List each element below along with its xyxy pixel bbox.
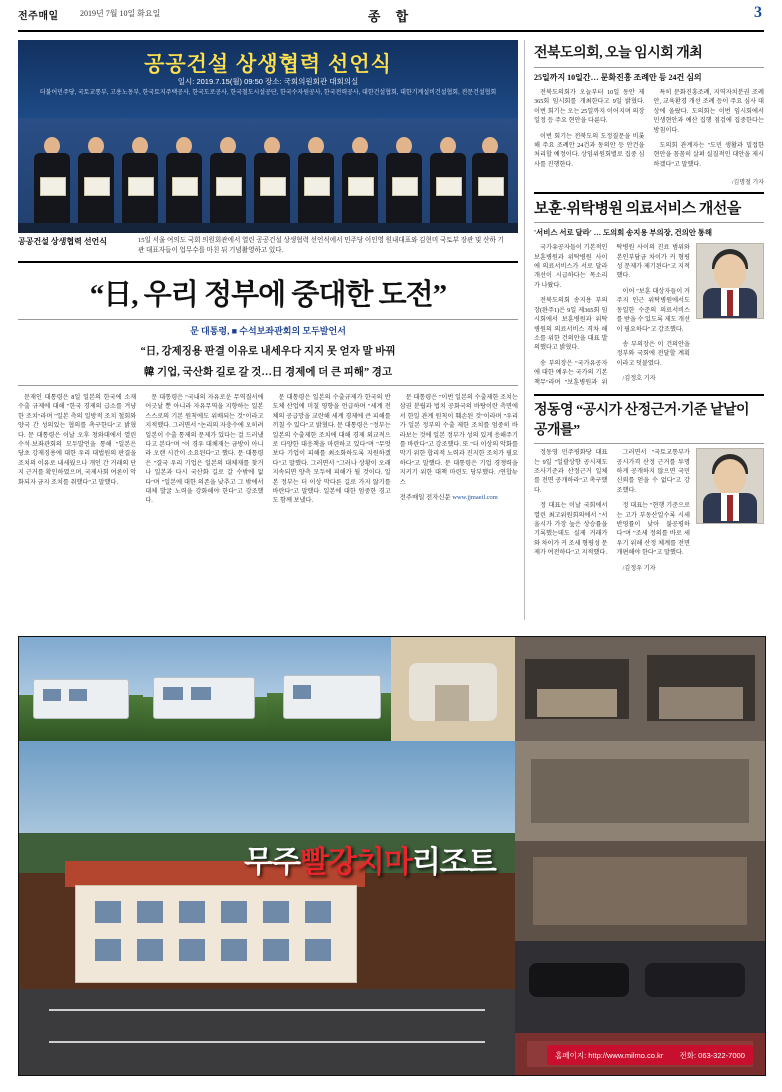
- ad-photo-caravan-2: [143, 637, 267, 741]
- ad-brand-highlight: 빨강치마: [299, 846, 412, 879]
- ad-photo-caravan-3: [267, 637, 391, 741]
- section-title: 종 합: [367, 9, 415, 24]
- article1-byline: /김명철 기자: [731, 180, 764, 187]
- ad-photo-caravan-1: [19, 637, 143, 741]
- photo-banner-title: 공공건설 상생협력 선언식: [144, 53, 392, 76]
- lead-deck-line1: “日, 강제징용 판결 이유로 내세우다 지지 못 얻자 말 바꿔: [140, 346, 396, 357]
- photo-banner-subtitle: 일시: 2019.7.15(월) 09:50 장소: 국회의원회관 대회의실: [177, 77, 359, 86]
- ad-homepage[interactable]: 홈페이지: http://www.milmo.co.kr: [555, 1050, 664, 1060]
- rule-a2-top: [534, 192, 764, 194]
- lead-headline: “日, 우리 정부에 중대한 도전”: [89, 279, 447, 311]
- article1-title[interactable]: 전북도의회, 오늘 임시회 개최: [534, 46, 703, 61]
- rule-headline: [18, 319, 518, 320]
- ad-photo-main-resort: [19, 741, 515, 1075]
- ad-brand-line: 무주: [244, 846, 300, 879]
- masthead: [18, 6, 764, 32]
- body-column-2: 문 대통령은 "국내의 자유로운 무역질서에 어긋날 뿐 아니라 자유무역을 지향하는 일본 스스로의 기본 원칙에도 위배되는 것"이라고 지적했다. 그러면서 "논리의 자충수에 오히려 일본이 수출 통제의 문제가 있다는 걸 드러냈다고 본다"며 "이 경우 대체재는 금방이 아니라 오랜 시간이 소요된다"고 했다. 문 대통령은 "결국 우리 기업은 일본의 대체재를 찾거나 일본과 다시 국산화 길로 갈 수밖에 없다"며 "일본에 대한 의존을 낮추고 그 밖에서 대체 발굴 노력을 강화해야 한다"고 강조했다.: [145, 394, 264, 505]
- paper-contact: [400, 493, 518, 502]
- ad-photo-lounge: [515, 841, 765, 941]
- article1-body: 전북도의회가 오늘부터 10일 동안 제365회 임시회를 개최한다고 9일 밝혔다. 이번 회기는 오는 25일까지 이어지며 의장 일정 등 주요 현안을 다룬다. 이번 회기는 전북도의 도정질문을 비롯해 주요 조례안 24건과 동의안 등 안건을 처리할 예정이다. 상임위원회별로 집중 심사를 진행한다. 특히 문화진흥조례, 지역자치분권 조례안, 교육환경 개선 조례 등이 주요 심사 대상에 올랐다. 도의회는 이번 임시회에서 민생현안과 예산 집행 점검에 집중한다는 방침이다. 도의회 관계자는 "도민 생활과 밀접한 현안을 꼼꼼히 살펴 실질적인 대안을 제시하겠다"고 말했다.: [534, 89, 764, 168]
- article2-title[interactable]: 보훈·위탁병원 의료서비스 개선을: [534, 201, 741, 218]
- portrait-photo-song: [696, 243, 764, 319]
- lead-deck-line2: 韓 기업, 국산화 길로 갈 것…日 경제에 더 큰 피해” 경고: [143, 367, 393, 378]
- column-divider: [524, 40, 525, 620]
- ad-photo-tent: [391, 637, 515, 741]
- lead-photo: [18, 40, 518, 233]
- paper-contact-url[interactable]: www.jjmaeil.com: [452, 494, 498, 502]
- rule-a1: [534, 67, 764, 68]
- rule-a3: [534, 443, 764, 444]
- article2-deck: '서비스 서로 달라' … 도의회 송지용 부의장, 건의안 통해: [534, 228, 713, 238]
- rule-a2: [534, 222, 764, 223]
- page-number: 3: [754, 4, 762, 21]
- photo-caption: [18, 236, 518, 255]
- ad-phone[interactable]: 전화: 063-322-7000: [679, 1050, 745, 1060]
- article2-body: 국가유공자들이 기본적인 보훈병원과 위탁병원 사이에 의료서비스가 서로 달라 개선이 시급하다는 목소리가 나왔다. 전북도의회 송지용 부의장(완주1)은 9일 제365회 임시회에서 보훈병원과 위탁병원의 의료서비스 격차 해소를 위한 건의안을 대표 발의했다고 밝혔다. 송 부의장은 "국가유공자에 대한 예우는 국가의 기본 책무"라며 "보훈병원과 위탁병원 사이의 진료 범위와 본인부담금 차이가 커 형평성 문제가 제기된다"고 지적했다. 이어 "보훈 대상자들이 거주지 인근 위탁병원에서도 동일한 수준의 의료서비스를 받을 수 있도록 제도 개선이 필요하다"고 강조했다. 송 부의장은 이 건의안을 정부와 국회에 전달할 계획이라고 덧붙였다. /김정호 기자: [534, 244, 690, 386]
- ad-photo-grid: [19, 637, 765, 1075]
- ad-photo-parking-cars: [515, 941, 765, 1033]
- body-column-3: 문 대통령은 일본의 수출규제가 한국의 반도체 산업에 미칠 영향을 언급하며 "세계 전체의 공급망을 교란해 세계 경제에 큰 피해를 끼칠 수 있다"고 밝혔다. 문 대통령은 "정부는 일본의 수출제한 조치에 대해 경제 외교적으로 다양한 대응책을 마련하고 있다"며 "무엇보다 기업이 피해를 최소화하도록 지원하겠다"고 말했다. 그러면서 "그러나 상황이 오래 지속되면 양측 모두에 피해가 될 것이다. 일본 정부는 더 이상 막다른 길로 가지 않기를 바란다"고 말했다. 일본에 대한 엄중한 경고도 함께 보냈다.: [272, 394, 391, 505]
- right-column: [534, 40, 764, 573]
- photo-banner: [18, 40, 518, 118]
- article1-deck: 25일까지 10일간… 문화진흥 조례안 등 24건 심의: [534, 73, 702, 82]
- article3-body: 정동영 민주평화당 대표는 9일 "일괄상향 공시제도 조사기준과 산정근거 일체를 전면 공개하라"고 촉구했다. 정 대표는 이날 국회에서 열린 최고위원회의에서 "서울시가 가장 높은 상승률을 기록했는데도 실제 거래가와 차이가 커 조세 형평성 문제가 여전하다"고 지적했다. 그러면서 "국토교통부가 공시가격 산정 근거를 투명하게 공개하지 않으면 국민 신뢰를 얻을 수 없다"고 강조했다. 정 대표는 "현행 기준으로는 고가 부동산일수록 시세 반영률이 낮아 불공평하다"며 "조세 정의를 바로 세우기 위해 산정 체계를 전면 개편해야 한다"고 말했다. /김정우 기자: [534, 449, 690, 572]
- body-column-1: 문재인 대통령은 8일 일본의 한국에 소재 수출 규제에 대해 "한국 경제의 급소를 겨냥한 조치"라며 "일본 측의 일방적 조치 철회와 양국 간 성의있는 협의를 촉구한다"고 밝혔다. 문 대통령은 이날 오후 청와대에서 열린 수석·보좌관회의 모두발언을 통해 "일본은 당초 강제징용에 대한 우리 대법원의 판결을 조치의 이유로 내세웠으나 개인 간 거래의 단지 근거를 확인하였으며, 국제사회 여론이 악화되자 금지 조치를 취했다"고 말했다.: [18, 394, 137, 486]
- ad-photo-room-2: [639, 637, 765, 741]
- paper-name: 전주매일: [18, 11, 59, 22]
- lead-kicker: 문 대통령, ■ 수석보좌관회의 모두발언서: [190, 326, 346, 336]
- lead-body: [18, 393, 518, 512]
- ad-photo-room-1: [515, 637, 639, 741]
- left-column: [18, 40, 518, 512]
- rule-a3-top: [534, 394, 764, 396]
- ad-brand-title: [244, 837, 496, 881]
- portrait-photo-chung: [696, 448, 764, 524]
- photo-caption-title: 공공건설 상생협력 선언식: [18, 237, 108, 246]
- paper-contact-label: 전주매일 전자신문: [399, 494, 451, 502]
- publication-date: 2019년 7월 10일 화요일: [80, 9, 161, 18]
- article3-title[interactable]: 정동영 “공시가 산정근거·기준 낱낱이 공개를”: [534, 403, 750, 439]
- rule-top: [18, 261, 518, 263]
- body-column-4: 문 대통령은 "이번 일본의 수출제한 조치는 삼권 분립과 법치 공화국의 바탕이란 측면에서 한일 관계 원칙이 훼손된 것"이라며 "우리가 일본 정부의 수출 제한 조치를 엄중히 바라보는 것에 일본 정부가 성의 있게 응해주기를 바란다"고 강조했다. 또 "더 이상의 악화를 막기 위한 합리적 노력과 진지한 조치가 필요하다"고 말했다. 문 대통령은 기업 경쟁력을 지키기 위한 대책 마련도 당부했다. /연합뉴스 전주매일 전자신문 www.jjmaeil.com: [399, 394, 518, 502]
- rule-deck: [18, 385, 518, 386]
- advertisement[interactable]: [18, 636, 766, 1076]
- ad-contact-bar[interactable]: [547, 1045, 753, 1065]
- photo-caption-text: 15일 서울 여의도 국회 의원회관에서 열린 공공건설 상생협력 선언식에서 민주당 이인영 원내대표와 김현미 국토부 장관 및 산하 기관 대표자들이 업무수를 마친 뒤 기념촬영하고 있다.: [138, 237, 504, 254]
- ad-brand-tail: 리조트: [411, 846, 496, 879]
- photo-stage: [18, 118, 518, 233]
- photo-banner-orgs: 더불어민주당, 국토교통부, 고용노동부, 한국토지주택공사, 한국도로공사, 한국철도시설공단, 한국수자원공사, 한국전력공사, 대한건설협회, 대한기계설비건설협회, 전문건설협회: [39, 90, 497, 96]
- ad-photo-hall: [515, 741, 765, 841]
